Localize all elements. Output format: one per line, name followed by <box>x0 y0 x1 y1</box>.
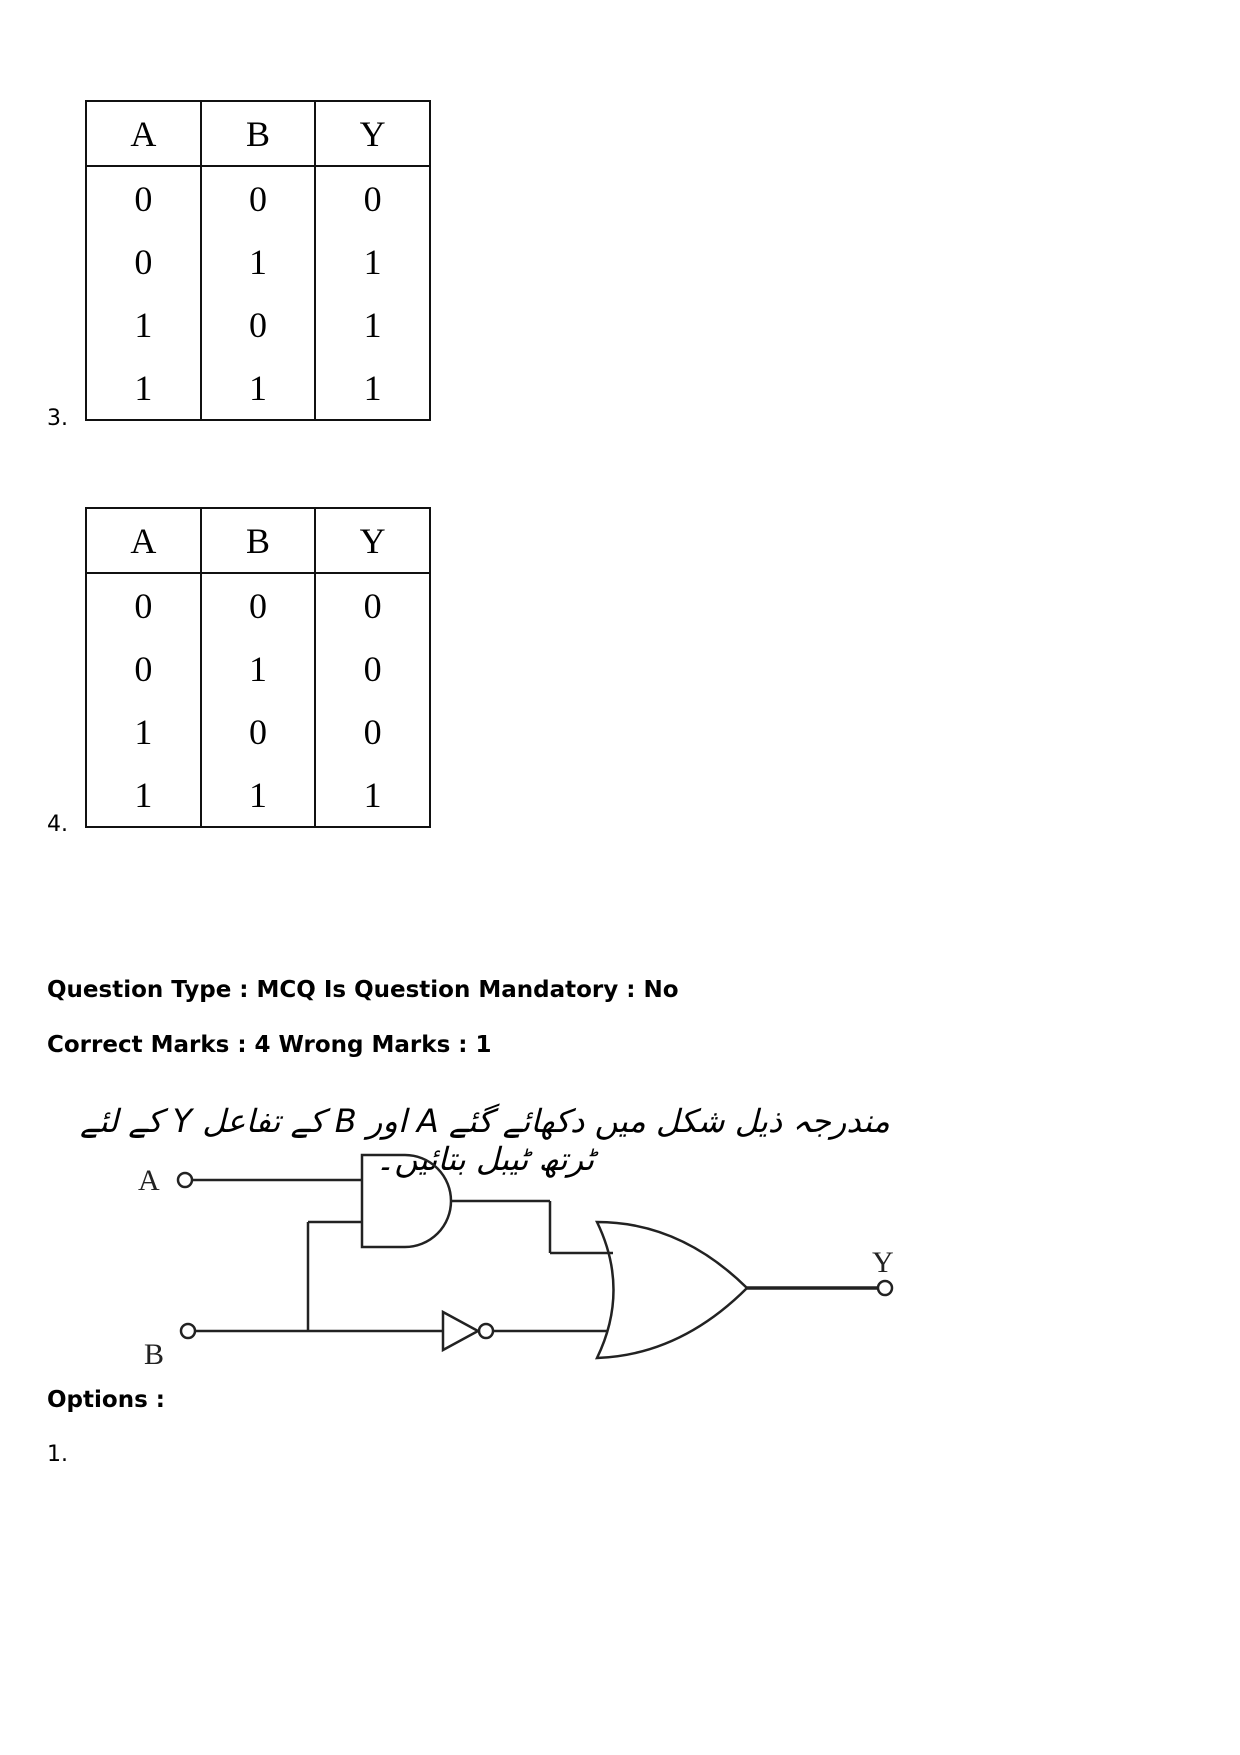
cell: 1 <box>201 637 316 700</box>
cell: 1 <box>315 230 430 293</box>
table-row <box>86 573 430 637</box>
question-type-text: Question Type : MCQ Is Question Mandatory : No <box>47 977 679 1003</box>
cell: 0 <box>86 573 201 637</box>
label-a: A <box>138 1164 160 1197</box>
table-row <box>86 230 430 293</box>
not-bubble <box>479 1324 493 1338</box>
header-y: Y <box>315 101 430 166</box>
cell: 0 <box>86 230 201 293</box>
question-type-line <box>47 977 679 1003</box>
options-label: Options : <box>47 1387 165 1413</box>
cell: 0 <box>201 573 316 637</box>
cell: 1 <box>315 763 430 827</box>
option-number: 3. <box>47 406 68 431</box>
cell: 0 <box>201 700 316 763</box>
input-a-terminal <box>178 1173 192 1187</box>
header-y: Y <box>315 508 430 573</box>
header-b: B <box>201 101 316 166</box>
input-b-terminal <box>181 1324 195 1338</box>
table-row <box>86 637 430 700</box>
truth-table-option-4 <box>85 507 431 828</box>
cell: 0 <box>86 637 201 700</box>
cell: 1 <box>86 356 201 420</box>
header-a: A <box>86 508 201 573</box>
output-terminal <box>878 1281 892 1295</box>
header-a: A <box>86 101 201 166</box>
table-row <box>86 356 430 420</box>
table-row <box>86 293 430 356</box>
table-row <box>86 763 430 827</box>
option-number: 1. <box>47 1442 68 1467</box>
cell: 1 <box>201 763 316 827</box>
truth-table-option-3 <box>85 100 431 421</box>
table-row <box>86 166 430 230</box>
cell: 0 <box>86 166 201 230</box>
label-b: B <box>144 1338 165 1371</box>
not-gate <box>443 1312 478 1350</box>
cell: 0 <box>315 637 430 700</box>
table-row <box>86 700 430 763</box>
logic-circuit-diagram <box>120 1150 920 1375</box>
cell: 1 <box>86 763 201 827</box>
marks-text: Correct Marks : 4 Wrong Marks : 1 <box>47 1032 492 1058</box>
cell: 1 <box>201 230 316 293</box>
cell: 1 <box>315 293 430 356</box>
or-gate <box>597 1222 747 1358</box>
cell: 0 <box>201 166 316 230</box>
cell: 1 <box>201 356 316 420</box>
and-gate <box>362 1155 451 1247</box>
cell: 1 <box>86 700 201 763</box>
cell: 0 <box>315 700 430 763</box>
marks-line <box>47 1032 491 1058</box>
cell: 0 <box>315 573 430 637</box>
label-y: Y <box>872 1246 894 1279</box>
cell: 0 <box>315 166 430 230</box>
cell: 0 <box>201 293 316 356</box>
option-number: 4. <box>47 812 68 837</box>
header-b: B <box>201 508 316 573</box>
cell: 1 <box>315 356 430 420</box>
cell: 1 <box>86 293 201 356</box>
question-text: مندرجہ ذیل شکل میں دکھائے گئے A اور B کے تفاعل Y کے لئے ٹرتھ ٹیبل بتائیں۔ <box>80 1102 890 1178</box>
